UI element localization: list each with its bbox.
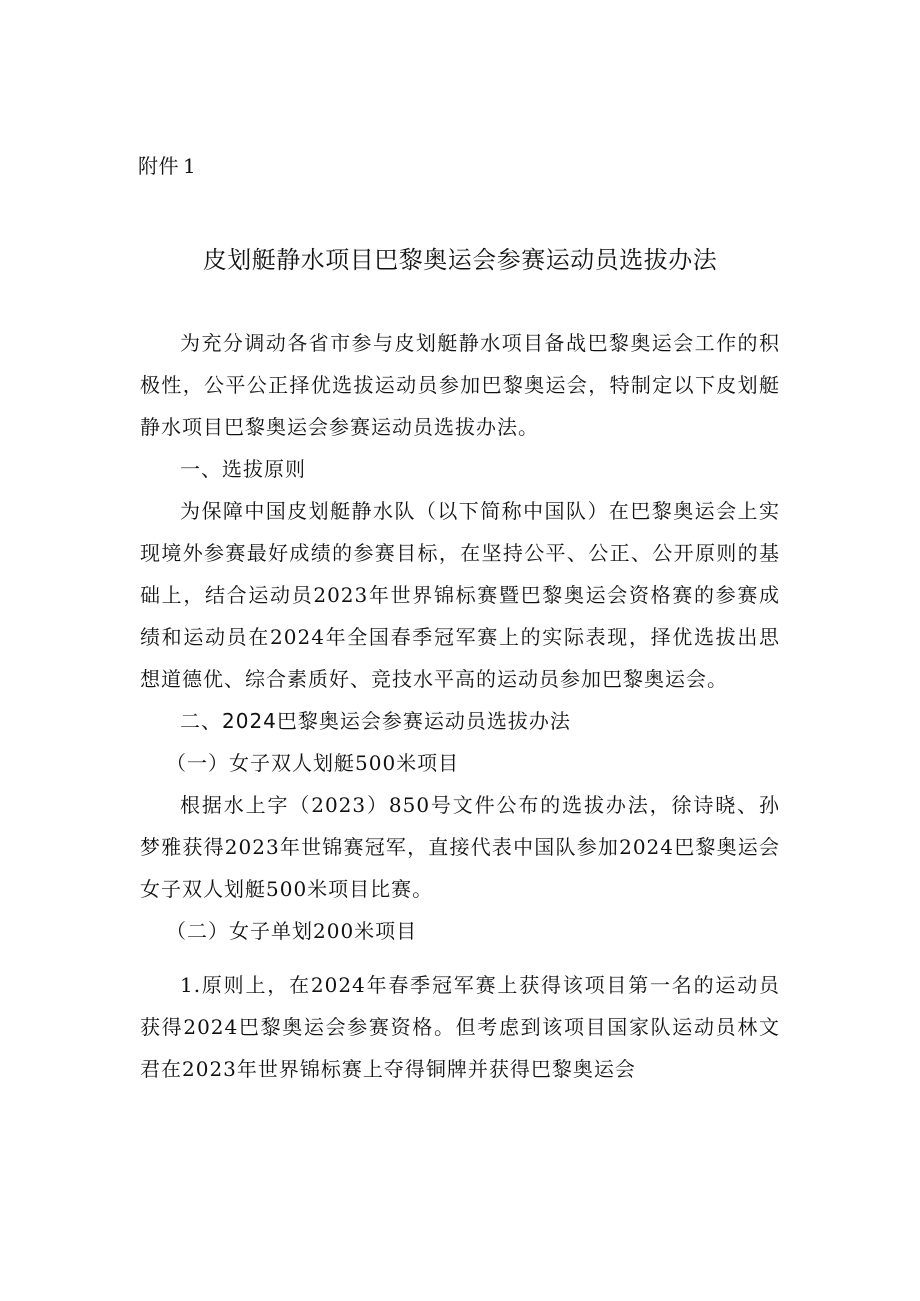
document-title: 皮划艇静水项目巴黎奥运会参赛运动员选拔办法 bbox=[202, 246, 718, 274]
section1-paragraph: 为保障中国皮划艇静水队（以下简称中国队）在巴黎奥运会上实现境外参赛最好成绩的参赛目标，在坚持公平、公正、公开原则的基础上，结合运动员2023年世界锦标赛暨巴黎奥运会资格赛的参赛成绩和运动员在2024年全国春季冠军赛上的实际表现，择优选拔出思想道德优、综合素质好、竞技水平高的运动员参加巴黎奥运会。 bbox=[140, 499, 780, 691]
attachment-label bbox=[138, 150, 196, 179]
attachment-word: 附件 bbox=[138, 154, 179, 178]
section1-heading: 一、选拔原则 bbox=[180, 457, 306, 481]
section2-sub1-paragraph: 根据水上字（2023）850号文件公布的选拔办法，徐诗晓、孙梦雅获得2023年世锦赛冠军，直接代表中国队参加2024巴黎奥运会女子双人划艇500米项目比赛。 bbox=[140, 793, 780, 901]
attachment-number: 1 bbox=[183, 154, 197, 178]
document-body bbox=[140, 322, 780, 1090]
section2-sub1-heading: （一）女子双人划艇500米项目 bbox=[166, 751, 460, 775]
spacer bbox=[140, 952, 780, 964]
section2-sub2-item1: 1.原则上，在2024年春季冠军赛上获得该项目第一名的运动员获得2024巴黎奥运会参赛资格。但考虑到该项目国家队运动员林文君在2023年世界锦标赛上夺得铜牌并获得巴黎奥运会 bbox=[140, 973, 780, 1081]
section2-sub2-heading: （二）女子单划200米项目 bbox=[166, 919, 418, 943]
intro-paragraph: 为充分调动各省市参与皮划艇静水项目备战巴黎奥运会工作的积极性，公平公正择优选拔运动员参加巴黎奥运会，特制定以下皮划艇静水项目巴黎奥运会参赛运动员选拔办法。 bbox=[140, 331, 780, 439]
section2-heading: 二、2024巴黎奥运会参赛运动员选拔办法 bbox=[180, 709, 571, 733]
